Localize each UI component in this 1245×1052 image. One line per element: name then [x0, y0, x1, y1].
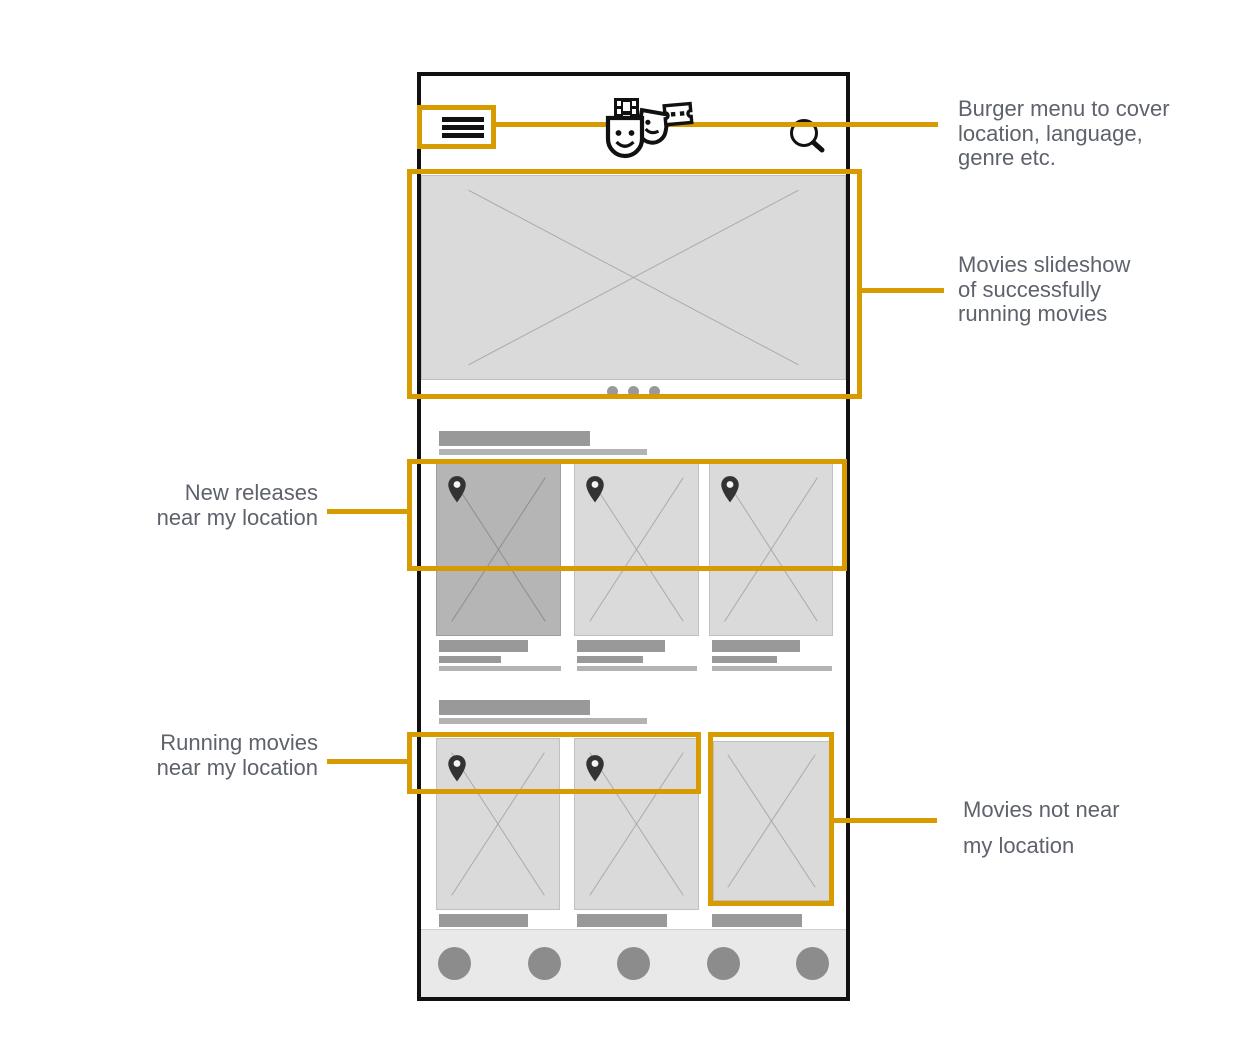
search-icon[interactable]: [786, 114, 830, 158]
card-title-placeholder: [439, 640, 528, 652]
card-subtitle-placeholder: [577, 656, 643, 663]
card-meta-placeholder: [577, 666, 697, 671]
burger-menu-button[interactable]: [417, 105, 496, 149]
nav-item-circle[interactable]: [438, 947, 471, 980]
highlight-box-slideshow: [407, 169, 862, 399]
highlight-box-running-movies: [407, 732, 701, 794]
nav-item-circle[interactable]: [796, 947, 829, 980]
bottom-nav-bar: [421, 929, 846, 997]
card-title-placeholder: [577, 914, 667, 927]
card-subtitle-placeholder: [712, 656, 777, 663]
burger-menu-icon: [442, 117, 484, 122]
movies-app-logo-icon: [598, 96, 694, 162]
card-title-placeholder: [577, 640, 665, 652]
section-title-placeholder: [439, 700, 590, 715]
highlight-box-not-near: [708, 732, 834, 906]
section-title-placeholder: [439, 431, 590, 446]
section-subtitle-placeholder: [439, 449, 647, 455]
callout-line-burger: [496, 122, 938, 127]
annotation-running-movies: Running movies near my location: [156, 730, 318, 780]
burger-menu-icon: [442, 133, 484, 138]
card-meta-placeholder: [712, 666, 832, 671]
card-title-placeholder: [712, 914, 802, 927]
highlight-box-new-releases: [407, 459, 847, 571]
card-title-placeholder: [712, 640, 800, 652]
callout-line-not-near: [832, 818, 937, 823]
burger-menu-icon: [442, 125, 484, 130]
annotation-burger-menu: Burger menu to cover location, language, genre etc.: [958, 96, 1170, 170]
callout-line-new-releases: [327, 509, 411, 514]
annotation-not-near: Movies not near my location: [963, 797, 1120, 858]
nav-item-circle[interactable]: [528, 947, 561, 980]
card-title-placeholder: [439, 914, 528, 927]
nav-item-circle[interactable]: [617, 947, 650, 980]
annotation-new-releases: New releases near my location: [156, 480, 318, 530]
annotation-slideshow: Movies slideshow of successfully running movies: [958, 252, 1131, 326]
section-subtitle-placeholder: [439, 718, 647, 724]
callout-line-slideshow: [860, 288, 944, 293]
nav-item-circle[interactable]: [707, 947, 740, 980]
callout-line-running-movies: [327, 759, 411, 764]
card-subtitle-placeholder: [439, 656, 501, 663]
card-meta-placeholder: [439, 666, 561, 671]
